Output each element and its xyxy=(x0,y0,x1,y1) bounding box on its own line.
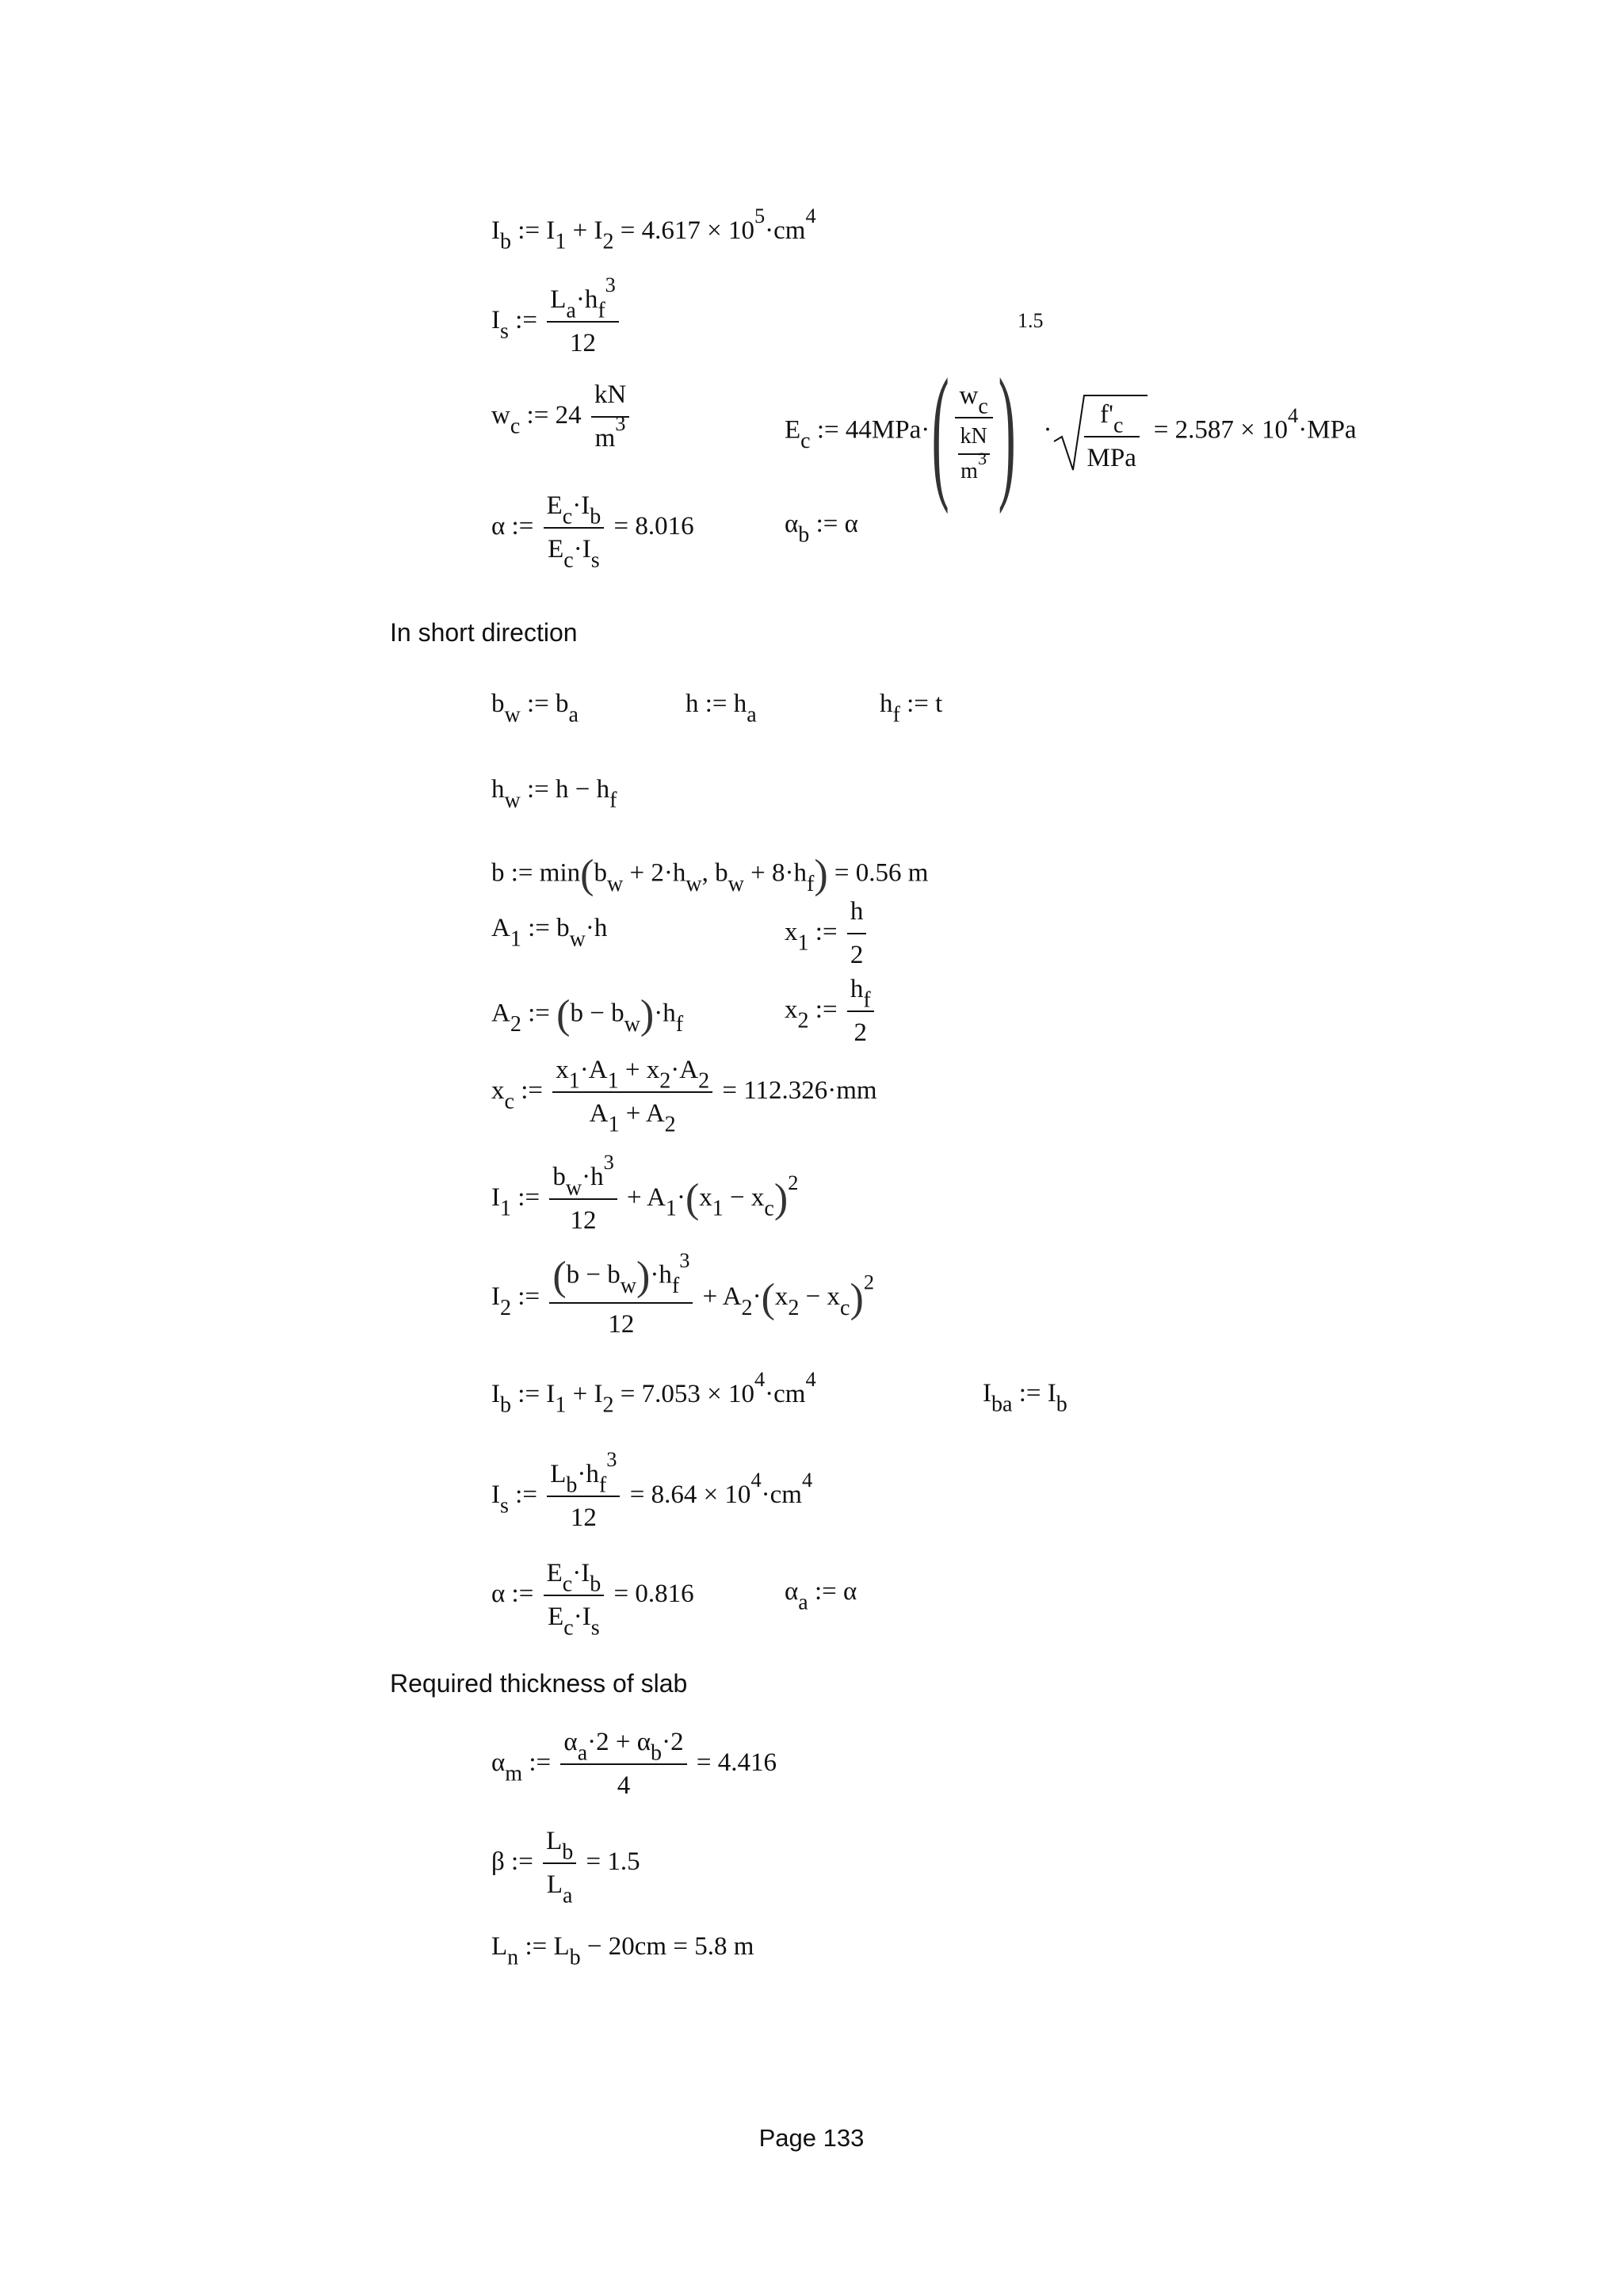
eq-xc: $x_c$ := $\frac{x_1\cdot A_1 + x_2\cdot A_2}{A_1 + A_2}$ = 112.326·mm xyxy=(491,1056,877,1137)
beta-result: = 1.5 xyxy=(586,1847,640,1876)
is-short-result: = 8.64 × 10 xyxy=(629,1480,751,1509)
ec-result: = 2.587 × 10 xyxy=(1153,415,1289,445)
alpha-short-result: = 0.816 xyxy=(613,1579,694,1608)
eq-a1: $A_1$ := $b_w\cdot h$ xyxy=(491,914,608,952)
eq-wc: $w_c$ := 24 $\frac{kN}{m^3}$ xyxy=(491,379,632,456)
eq-ln: $L_n$ := $L_b - 20cm = 5.8$ m xyxy=(491,1932,754,1970)
xc-result: = 112.326·mm xyxy=(722,1075,877,1105)
ln-result: = 5.8 m xyxy=(673,1932,754,1961)
eq-ib-short: $I_b$ := $I_1 + I_2 = 7.053 \times 10^4\cdot cm^4$ xyxy=(491,1367,816,1418)
ib-short-result: = 7.053 × 10 xyxy=(620,1379,754,1408)
eq-beta: β := $\frac{L_b}{L_a}$ = 1.5 xyxy=(491,1827,640,1908)
eq-alpha-short: α := $\frac{E_c\cdot I_b}{E_c\cdot I_s}$ = 0.816 xyxy=(491,1559,694,1641)
page-number: Page 133 xyxy=(758,2124,865,2152)
eq-alpha-m: $\alpha_m$ := $\frac{\alpha_a\cdot 2 + \alpha_b\cdot 2}{4}$ = 4.416 xyxy=(491,1728,777,1801)
eq-b: b := $\min(b_w + 2\cdot h_w$, $b_w + 8\cdot h_f) = 0.56$ m xyxy=(491,852,929,897)
eq-i1: $I_1$ := $\frac{b_w\cdot h^3}{12}$ + $A_1\cdot(x_1 - x_c)^2$ xyxy=(491,1150,799,1236)
eq-alpha-a: $\alpha_a$ := α xyxy=(785,1577,857,1615)
eq-ec: $E_c$ := 44MPa·( $w_c$ $\frac{kN}{m^3}$ )1.5· $f'_c$ MPa = $2.587 \times 10^4\cdot MPa$ xyxy=(785,309,1357,515)
eq-bw: $b_w$ := $b_a$ xyxy=(491,690,579,728)
heading-short-direction: In short direction xyxy=(390,618,578,647)
eq-alpha-long: α := $\frac{E_c\cdot I_b}{E_c\cdot I_s}$ = 8.016 xyxy=(491,491,694,573)
eq-hf: $h_f$ := t xyxy=(880,690,943,728)
b-result: = 0.56 m xyxy=(834,858,929,888)
eq-is-short: $I_s$ := $\frac{L_b\cdot h_f^3}{12}$ = $8.64 \times 10^4\cdot cm^4$ xyxy=(491,1447,813,1533)
eq-a2: $A_2$ := $(b - b_w)\cdot h_f$ xyxy=(491,992,684,1037)
eq-x1: $x_1$ := $\frac{h}{2}$ xyxy=(785,896,869,972)
eq-is-long: $I_s$ := $\frac{L_a\cdot h_f^3}{12}$ xyxy=(491,284,622,361)
ib-long-result: = 4.617 × 10 xyxy=(620,216,754,245)
eq-ib-long: $I_b$ := $I_1 + I_2 = 4.617 \times 10^5\cdot cm^4$ xyxy=(491,204,816,254)
eq-iba: $I_{ba}$ := $I_b$ xyxy=(983,1379,1067,1417)
eq-hw: $h_w$ := $h - h_f$ xyxy=(491,775,617,813)
eq-alpha-b: $\alpha_b$ := α xyxy=(785,510,858,548)
heading-required-thickness: Required thickness of slab xyxy=(390,1669,688,1698)
eq-h: h := $h_a$ xyxy=(685,690,757,728)
eq-x2: $x_2$ := $\frac{h_f}{2}$ xyxy=(785,973,877,1050)
alpha-m-result: = 4.416 xyxy=(696,1748,777,1777)
eq-i2: $I_2$ := $\frac{(b - b_w)\cdot h_f^3}{12}$ + $A_2\cdot(x_2 - x_c)^2$ xyxy=(491,1247,875,1339)
alpha-long-result: = 8.016 xyxy=(613,511,694,541)
